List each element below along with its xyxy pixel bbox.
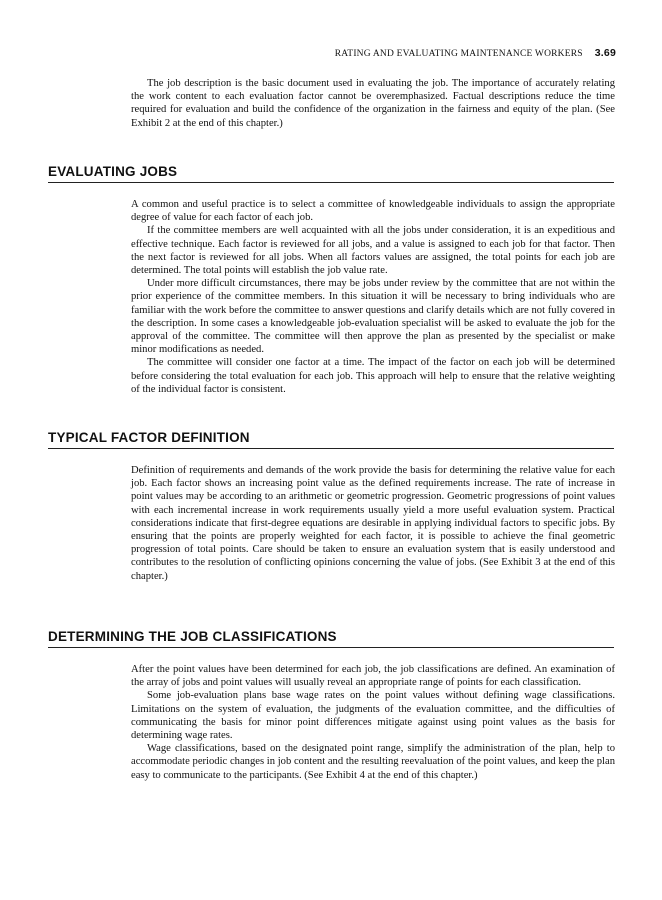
intro-text <box>131 77 615 130</box>
running-head <box>335 47 616 59</box>
section-body-evaluating-jobs <box>131 198 615 396</box>
paragraph: Wage classifications, based on the designated point range, simplify the administration of the plan, help to accommodate periodic changes in job content and the resulting reevaluation of the point values, and keep the plan easy to communicate to the participants. (See Exhibit 4 at the end of this chapter.) <box>131 743 615 781</box>
paragraph: A common and useful practice is to select a committee of knowledgeable individuals to assign the appropriate degree of value for each factor of each job. <box>131 199 615 224</box>
section-body-typical-factor-definition <box>131 464 615 583</box>
page-number: 3.69 <box>594 47 616 59</box>
section-body-determining-job-classifications <box>131 663 615 782</box>
section-heading-determining-job-classifications: DETERMINING THE JOB CLASSIFICATIONS <box>48 629 614 648</box>
paragraph: After the point values have been determined for each job, the job classifications are defined. An examination of the array of jobs and point values will usually reveal an appropriate range of points for each classification. <box>131 664 615 689</box>
section-heading-typical-factor-definition: TYPICAL FACTOR DEFINITION <box>48 430 614 449</box>
paragraph: The job description is the basic document used in evaluating the job. The importance of accurately relating the work content to each evaluation factor cannot be overemphasized. Factual descriptions reduce the time required for evaluation and build the confidence of the organization in the fairness and equity of the plan. (See Exhibit 2 at the end of this chapter.) <box>131 78 615 129</box>
running-title: RATING AND EVALUATING MAINTENANCE WORKERS <box>334 49 583 59</box>
paragraph: Some job-evaluation plans base wage rates on the point values without defining wage classifications. Limitations on the system of evaluation, the judgments of the evaluation committee, and the difficulties of communicating the basis for minor point differences mitigate against using point values as the basis for determining wage rates. <box>131 690 615 742</box>
paragraph: If the committee members are well acquainted with all the jobs under consideration, it is an expeditious and effective technique. Each factor is reviewed for all jobs, and a value is assigned to each job for that factor. Then the next factor is reviewed for all jobs. When all factors values are assigned, the total points for each job are determined. The total points will establish the job value rate. <box>131 225 615 277</box>
paragraph: The committee will consider one factor at a time. The impact of the factor on each job will be determined before considering the total evaluation for each job. This approach will help to ensure that the relative weighting of the individual factor is consistent. <box>131 357 615 395</box>
paragraph: Definition of requirements and demands of the work provide the basis for determining the relative value for each job. Each factor shows an increasing point value as the defined requirements increase. The rate of increase in point values may be according to an arithmetic or geometric progression. Geometric progressions of point values with each incremental increase in work requirements usually yield a more useful evaluation system. Practical considerations indicate that first-degree equations are desirable in applying individual factors to specific jobs. By ensuring that the points are properly weighted for each factor, it is possible to achieve the final geometric progression of total points. Care should be taken to ensure an evaluation system that is easily understood and contributes to the resolution of conflicting opinions concerning the value of jobs. (See Exhibit 3 at the end of this chapter.) <box>131 465 615 582</box>
paragraph: Under more difficult circumstances, there may be jobs under review by the committee that are not within the prior experience of the committee members. In this situation it will be necessary to bring individuals who are familiar with the work before the committee to answer questions and clarify details which are not fully covered in the description. In some cases a knowledgeable job-evaluation specialist will be asked to evaluate the job for the approval of the committee. The committee will then approve the plan as presented by the specialist or make minor modifications as needed. <box>131 278 615 356</box>
section-heading-evaluating-jobs: EVALUATING JOBS <box>48 164 614 183</box>
